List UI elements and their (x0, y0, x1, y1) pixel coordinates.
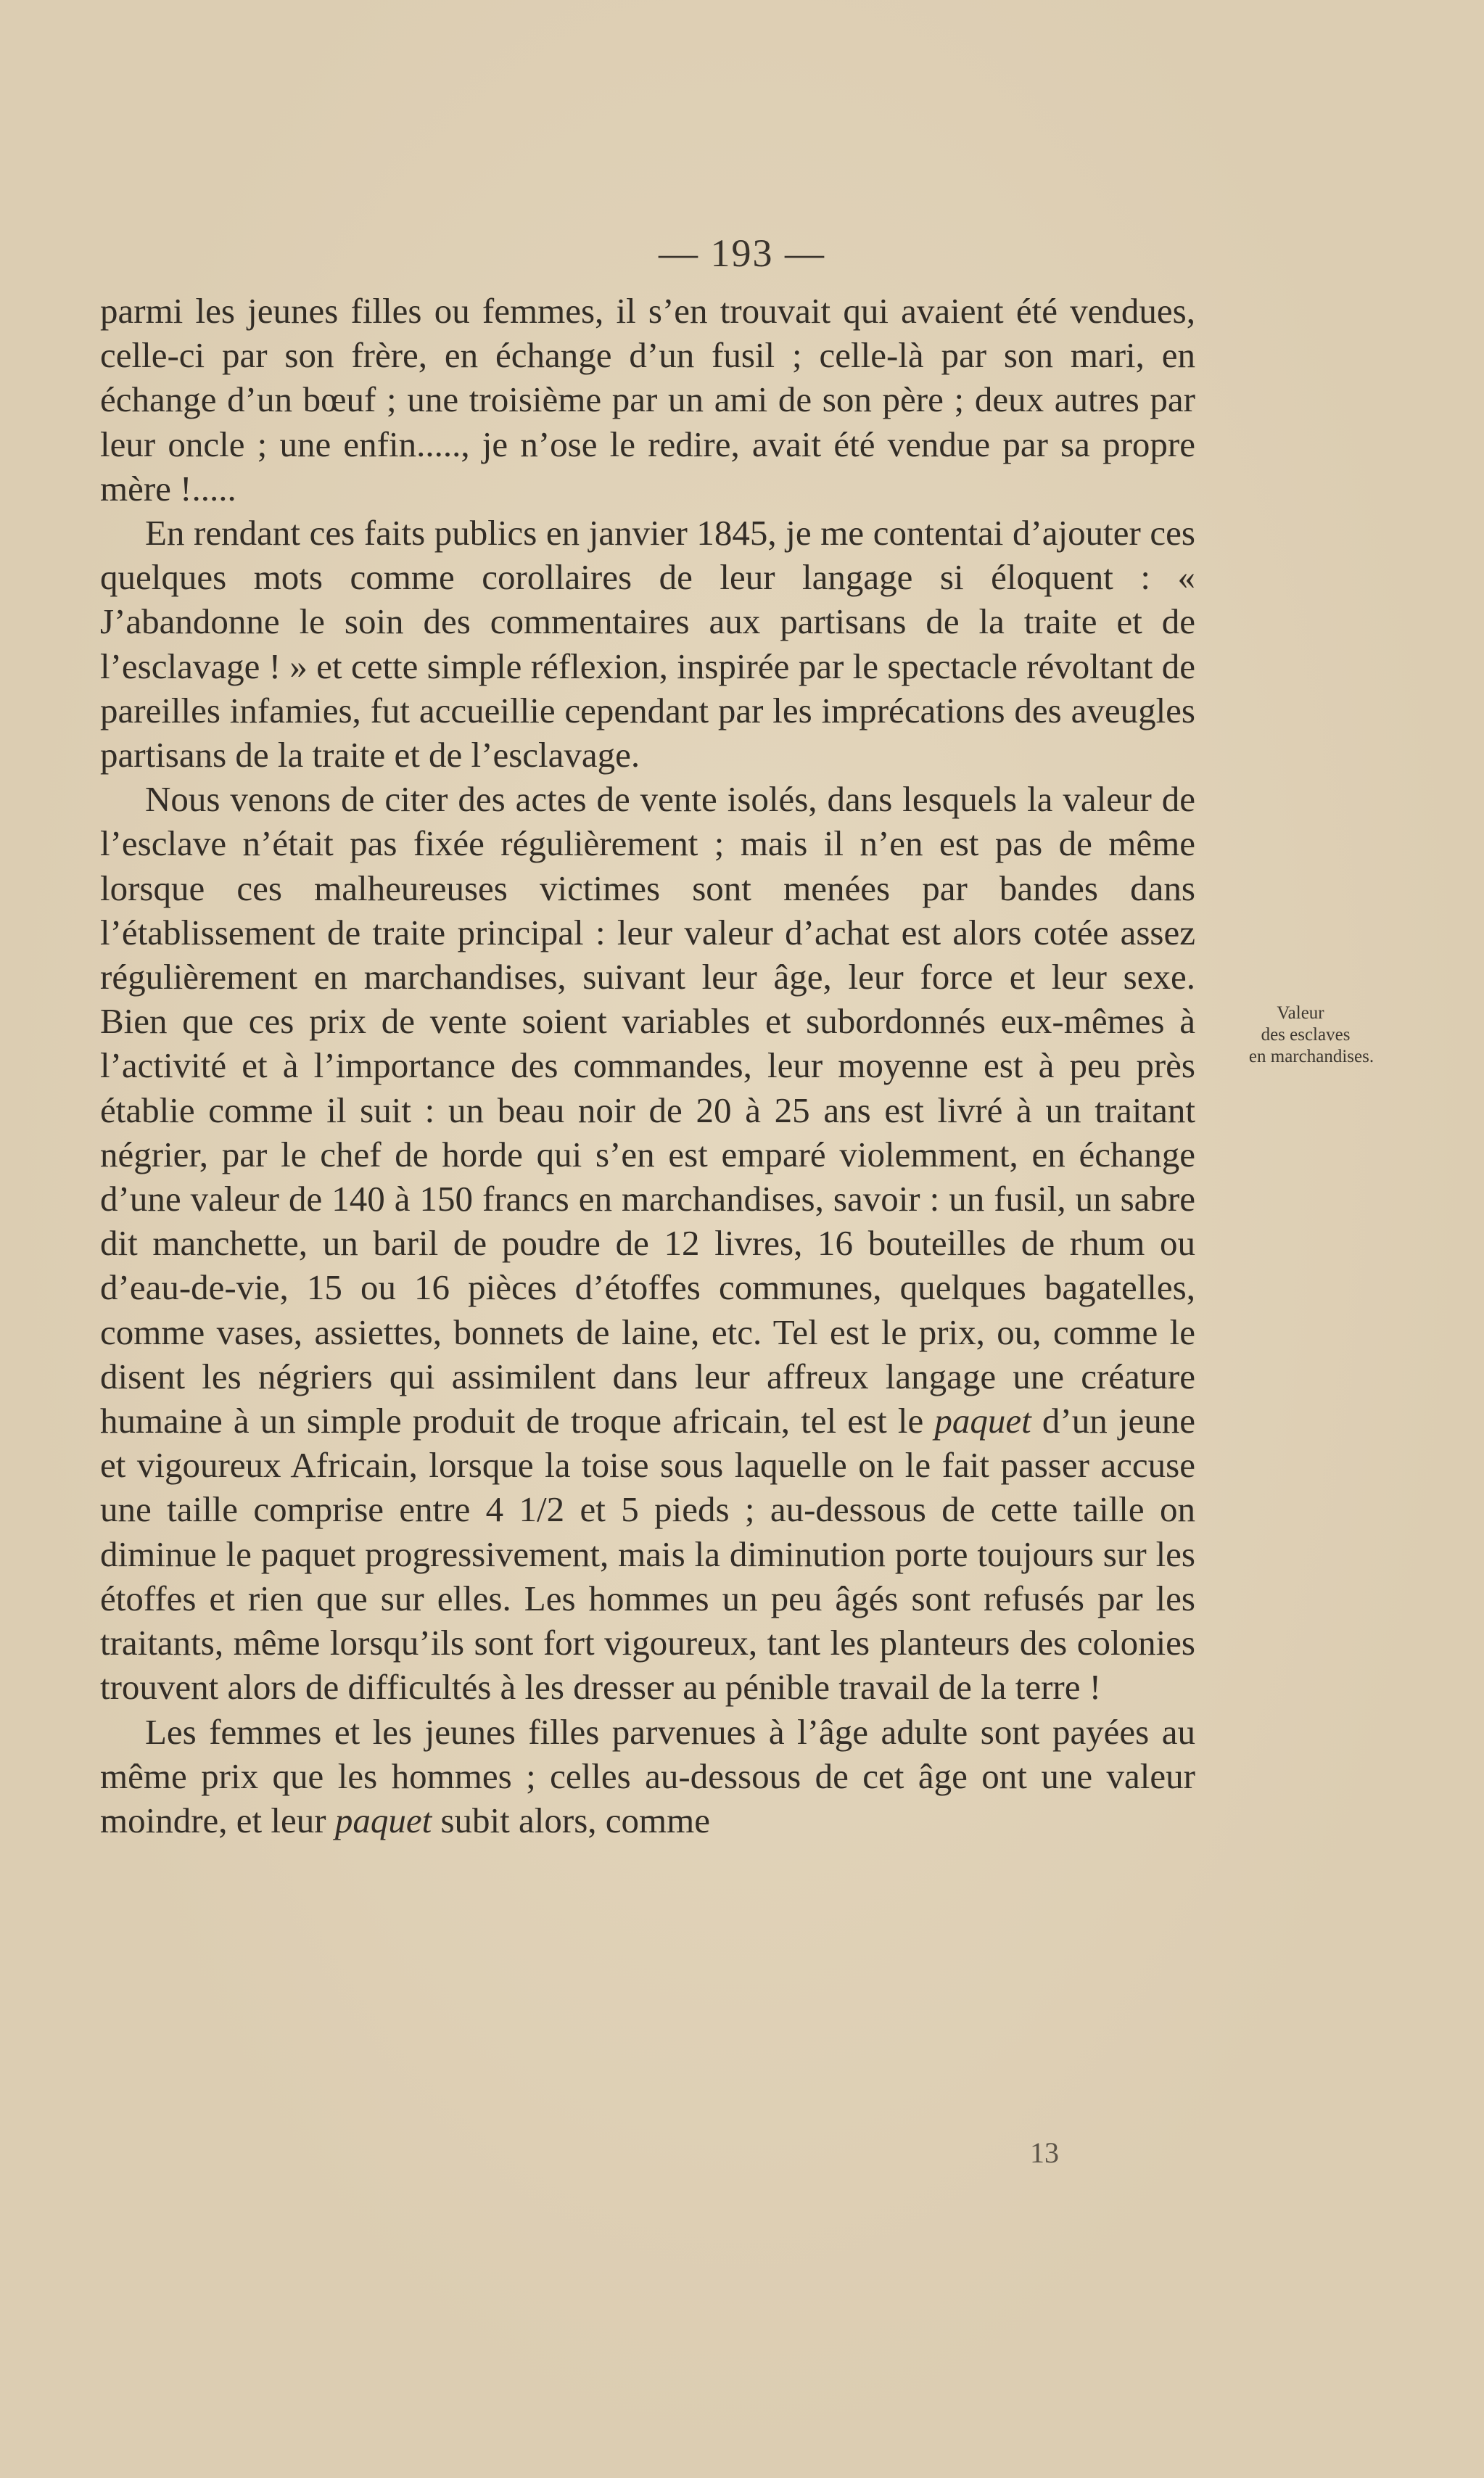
paragraph-3-text-start: Nous venons de citer des actes de vente isolés, dans lesquels la valeur de l’esclave n’était pas fixée régulièrement ; mais il n’en est pas de même lorsque ces malheureuses victimes sont menées par bandes dans l’établissement de traite principal : leur valeur d’achat est alors cotée assez régulièrement en marchandises, suivant leur âge, leur force et leur sexe. Bien que ces prix de vente soient variables et subordonnés eux-mêmes à l’activité et à l’importance des commandes, leur moyenne est à peu près établie comme il suit : un beau noir de 20 à 25 ans est livré à un traitant négrier, par le chef de horde qui s’en est emparé violemment, en échange d’une valeur de 140 à 150 francs en marchandises, savoir : un fusil, un sabre dit manchette, un baril de poudre de 12 livres, 16 bouteilles de rhum ou d’eau-de-vie, 15 ou 16 pièces d’étoffes communes, quelques bagatelles, comme vases, assiettes, bonnets de laine, etc. Tel est le prix, ou, comme le disent les négriers qui assimilent dans leur affreux langage une créature humaine à un simple produit de troque africain, tel est le (100, 779, 1195, 1441)
paragraph-3 (100, 777, 1195, 1709)
paragraph-4 (100, 1710, 1195, 1843)
margin-note-line-2: des esclaves (1261, 1025, 1351, 1045)
margin-note-line-3: en marchandises. (1248, 1047, 1374, 1066)
paragraph-4-emphasis: paquet (334, 1800, 432, 1840)
paragraph-4-text-end: subit alors, comme (432, 1800, 710, 1840)
signature-mark: 13 (1030, 2136, 1059, 2169)
body-text (100, 289, 1195, 1843)
paragraph-3-emphasis: paquet (934, 1401, 1031, 1441)
paragraph-3-text-end: d’un jeune et vigoureux Africain, lorsque la toise sous laquelle on le fait passer accuse une taille comprise entre 4 1/2 et 5 pieds ; au-dessous de cette taille on diminue le paquet progressivement, mais la diminution porte toujours sur les étoffes et rien que sur elles. Les hommes un peu âgés sont refusés par les traitants, même lorsqu’ils sont fort vigoureux, tant les planteurs des colonies trouvent alors de difficultés à les dresser au pénible travail de la terre ! (100, 1401, 1195, 1708)
paragraph-1 (100, 289, 1195, 511)
page-number: — 193 — (659, 231, 825, 275)
margin-note (1195, 1003, 1406, 1068)
margin-note-line-1: Valeur (1277, 1003, 1324, 1023)
paragraph-1-text: parmi les jeunes filles ou femmes, il s’en trouvait qui avaient été vendues, celle-ci par son frère, en échange d’un fusil ; celle-là par son mari, en échange d’un bœuf ; une troisième par un ami de son père ; deux autres par leur oncle ; une enfin....., je n’ose le redire, avait été vendue par sa propre mère !..... (100, 291, 1195, 509)
paragraph-2-text: En rendant ces faits publics en janvier 1845, je me contentai d’ajouter ces quelques mots comme corollaires de leur langage si éloquent : « J’abandonne le soin des commentaires aux partisans de la traite et de l’esclavage ! » et cette simple réflexion, inspirée par le spectacle révoltant de pareilles infamies, fut accueillie cependant par les imprécations des aveugles partisans de la traite et de l’esclavage. (100, 513, 1195, 775)
paragraph-2 (100, 511, 1195, 777)
paragraph-4-text-start: Les femmes et les jeunes filles parvenues à l’âge adulte sont payées au même prix que les hommes ; celles au-dessous de cet âge ont une valeur moindre, et leur (100, 1711, 1195, 1840)
